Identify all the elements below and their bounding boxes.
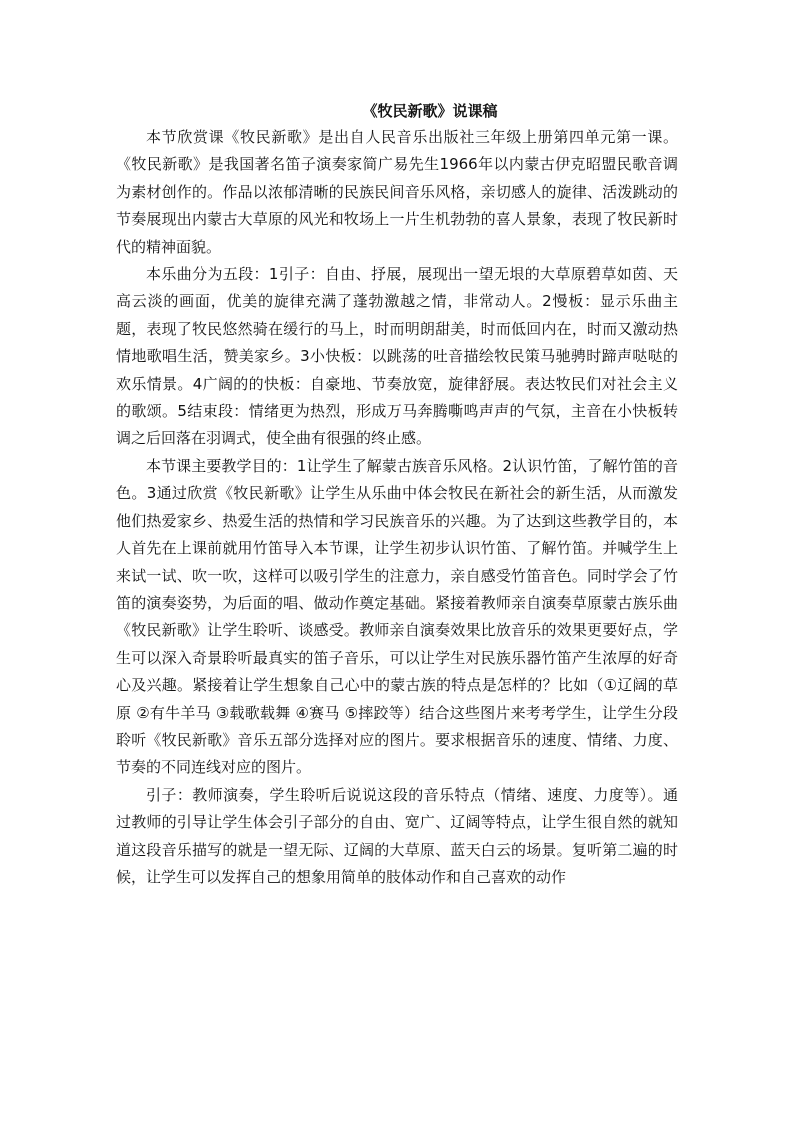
paragraph-teaching-goals: 本节课主要教学目的：1让学生了解蒙古族音乐风格。2认识竹笛，了解竹笛的音色。3通过欣赏《牧民新歌》让学生从乐曲中体会牧民在新社会的新生活，从而激发他们热爱家乡、热爱生活的热情和学习民族音乐的兴趣。为了达到这些教学目的，本人首先在上课前就用竹笛导入本节课，让学生初步认识竹笛、了解竹笛。并喊学生上来试一试、吹一吹，这样可以吸引学生的注意力，亲自感受竹笛音色。同时学会了竹笛的演奏姿势，为后面的唱、做动作奠定基础。紧接着教师亲自演奏草原蒙古族乐曲《牧民新歌》让学生聆听、谈感受。教师亲自演奏效果比放音乐的效果更要好点，学生可以深入奇景聆听最真实的笛子音乐，可以让学生对民族乐器竹笛产生浓厚的好奇心及兴趣。紧接着让学生想象自己心中的蒙古族的特点是怎样的？比如（①辽阔的草原 ②有牛羊马 ③载歌载舞 ④赛马 ⑤摔跤等）结合这些图片来考考学生，让学生分段聆听《牧民新歌》音乐五部分选择对应的图片。要求根据音乐的速度、情绪、力度、节奏的不同连线对应的图片。 (116, 456, 678, 777)
paragraph-introduction-section: 引子：教师演奏，学生聆听后说说这段的音乐特点（情绪、速度、力度等）。通过教师的引导让学生体会引子部分的自由、宽广、辽阔等特点，让学生很自然的就知道这段音乐描写的就是一望无际、辽阔的大草原、蓝天白云的场景。复听第二遍的时候，让学生可以发挥自己的想象用简单的肢体动作和自己喜欢的动作 (116, 785, 678, 886)
document-title: 《牧民新歌》说课稿 (362, 102, 498, 120)
paragraph-structure: 本乐曲分为五段：1引子：自由、抒展，展现出一望无垠的大草原碧草如茵、天高云淡的画面，优美的旋律充满了蓬勃激越之情，非常动人。2慢板：显示乐曲主题，表现了牧民悠然骑在缓行的马上，时而明朗甜美，时而低回内在，时而又激动热情地歌唱生活，赞美家乡。3小快板：以跳荡的吐音描绘牧民策马驰骋时蹄声哒哒的欢乐情景。4广阔的的快板：自豪地、节奏放宽，旋律舒展。表达牧民们对社会主义的歌颂。5结束段：情绪更为热烈，形成万马奔腾嘶鸣声声的气氛，主音在小快板转调之后回落在羽调式，使全曲有很强的终止感。 (116, 265, 678, 448)
document-page (116, 98, 678, 891)
paragraph-intro: 本节欣赏课《牧民新歌》是出自人民音乐出版社三年级上册第四单元第一课。《牧民新歌》是我国著名笛子演奏家简广易先生1966年以内蒙古伊克昭盟民歌音调为素材创作的。作品以浓郁清晰的民族民间音乐风格，亲切感人的旋律、活泼跳动的节奏展现出内蒙古大草原的风光和牧场上一片生机勃勃的喜人景象，表现了牧民新时代的精神面貌。 (116, 128, 678, 256)
